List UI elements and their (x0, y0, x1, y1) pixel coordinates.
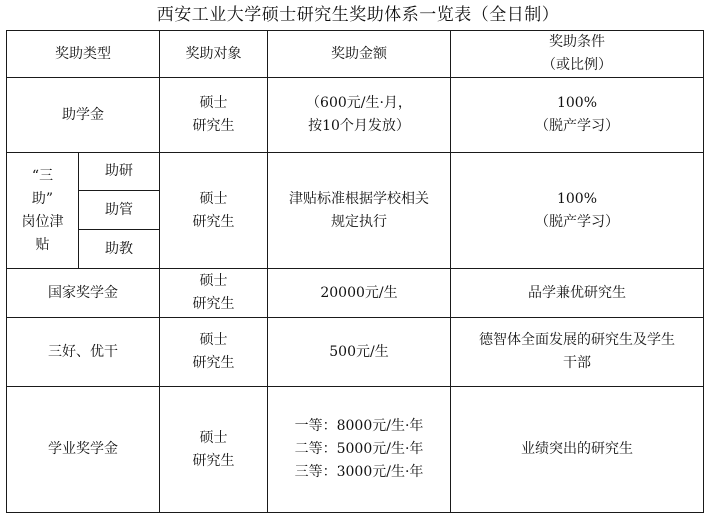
amount-list (295, 415, 424, 484)
target-line1: 硕士 (199, 273, 228, 289)
table-row (7, 269, 704, 318)
row-xueye-target (160, 387, 268, 513)
row-sanzhu-amount (268, 153, 451, 269)
row-zhuxuejin-type: 助学金 (7, 78, 160, 153)
row-sanhao-target (160, 318, 268, 387)
row-guojia-target (160, 269, 268, 318)
amount-line2: 规定执行 (331, 213, 387, 230)
sanzhu-type-line3: 岗位津 (21, 213, 64, 230)
table-row (7, 153, 704, 191)
target-line2: 研究生 (192, 118, 235, 134)
header-condition-line2: （或比例） (542, 57, 612, 73)
sanzhu-type-line1: “三 (31, 167, 54, 184)
table-row (7, 318, 704, 387)
row-xueye-condition: 业绩突出的研究生 (451, 387, 704, 513)
amount-line1: （600元/生·月， (306, 95, 412, 111)
target-line1: 硕士 (199, 190, 228, 207)
amount-line1: 一等：8000元/生·年 (294, 418, 424, 434)
condition-line1: 100% (556, 190, 598, 207)
document-title: 西安工业大学硕士研究生奖助体系一览表（全日制） (156, 5, 560, 25)
header-condition (451, 31, 704, 78)
row-guojia-amount: 20000元/生 (268, 269, 451, 318)
header-type: 奖助类型 (7, 31, 160, 78)
sanzhu-type-line4: 贴 (35, 236, 50, 253)
header-target: 奖助对象 (160, 31, 268, 78)
row-zhuxuejin-condition (451, 78, 704, 153)
header-amount: 奖助金额 (268, 31, 451, 78)
amount-line2: 二等：5000元/生·年 (294, 441, 424, 457)
amount-line3: 三等：3000元/生·年 (294, 464, 424, 480)
header-row (7, 31, 704, 78)
target-line1: 硕士 (199, 332, 228, 348)
row-sanhao-amount: 500元/生 (268, 318, 451, 387)
condition-line2: （脱产学习） (535, 213, 619, 230)
condition-line2: （脱产学习） (535, 118, 619, 134)
target-line1: 硕士 (199, 429, 228, 446)
row-sanzhu-condition (451, 153, 704, 269)
row-sanzhu-target (160, 153, 268, 269)
sanzhu-type-line2: 助” (31, 190, 54, 207)
row-sanzhu-type (7, 153, 79, 269)
target-line2: 研究生 (192, 452, 235, 469)
target-line1: 硕士 (199, 95, 228, 111)
row-zhuxuejin-amount (268, 78, 451, 153)
target-line2: 研究生 (192, 355, 235, 371)
row-sanzhu-sub-zhuguan: 助管 (79, 191, 160, 230)
header-condition-line1: 奖助条件 (549, 34, 605, 50)
row-xueye-type: 学业奖学金 (7, 387, 160, 513)
table-row (7, 78, 704, 153)
condition-line1: 100% (556, 95, 598, 111)
table-row (7, 387, 704, 513)
row-xueye-amount (268, 387, 451, 513)
amount-line1: 津贴标准根据学校相关 (289, 190, 429, 207)
row-sanzhu-sub-zhuyan: 助研 (79, 153, 160, 191)
condition-line1: 德智体全面发展的研究生及学生 (479, 332, 675, 348)
scholarship-table (6, 30, 704, 513)
row-sanzhu-sub-zhujiao: 助教 (79, 230, 160, 269)
target-line2: 研究生 (192, 296, 235, 312)
condition-line2: 干部 (563, 355, 591, 371)
target-line2: 研究生 (192, 213, 235, 230)
row-zhuxuejin-target (160, 78, 268, 153)
row-sanhao-type: 三好、优干 (7, 318, 160, 387)
amount-line2: 按10个月发放） (308, 118, 410, 134)
row-guojia-type: 国家奖学金 (7, 269, 160, 318)
row-sanhao-condition (451, 318, 704, 387)
row-guojia-condition: 品学兼优研究生 (451, 269, 704, 318)
